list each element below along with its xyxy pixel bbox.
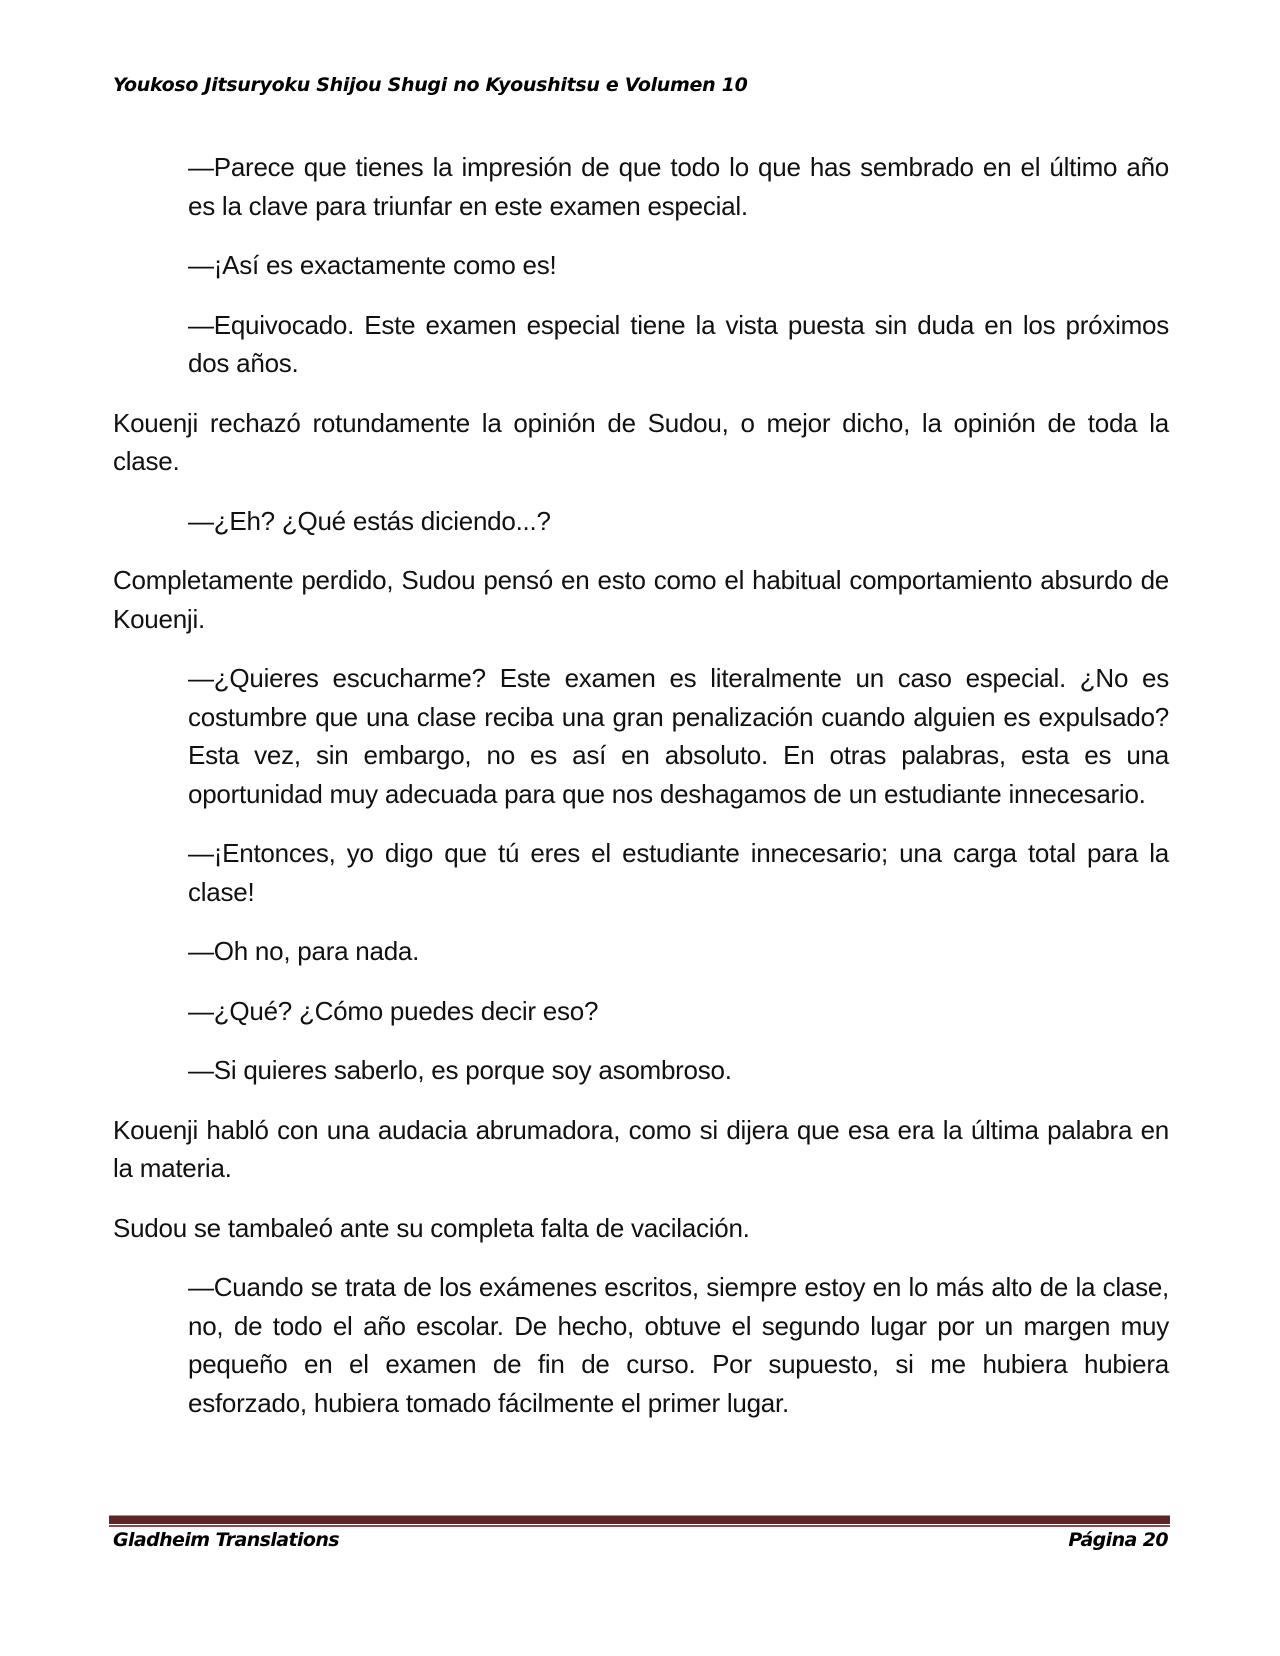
dialogue-paragraph (113, 834, 1169, 911)
dialogue-paragraph (113, 306, 1169, 383)
dialogue-paragraph (113, 659, 1169, 813)
paragraph-text: Sudou se tambaleó ante su completa falta de vacilación. (113, 1212, 750, 1243)
paragraph-text: —Oh no, para nada. (188, 936, 420, 966)
narration-paragraph (113, 404, 1169, 481)
dialogue-paragraph (113, 1051, 1169, 1090)
paragraph-text: Kouenji habló con una audacia abrumadora, como si dijera que esa era la última palabra en la materia. (113, 1114, 1169, 1183)
paragraph-text: —¿Qué? ¿Cómo puedes decir eso? (188, 995, 599, 1026)
paragraph-text: —Si quieres saberlo, es porque soy asombroso. (188, 1055, 732, 1085)
dialogue-paragraph (113, 992, 1169, 1031)
dialogue-paragraph (113, 502, 1169, 541)
paragraph-text: —Cuando se trata de los exámenes escritos, siempre estoy en lo más alto de la clase, no, de todo el año escolar. De hecho, obtuve el segundo lugar por un margen muy pequeño en el examen de fin de curso. Por supuesto, si me hubiera hubiera esforzado, hubiera tomado fácilmente el primer lugar. (188, 1272, 1169, 1418)
footer-page-number: Página 20 (1068, 1529, 1168, 1551)
dialogue-paragraph (113, 148, 1169, 225)
footer-translator-credit: Gladheim Translations (113, 1529, 339, 1551)
paragraph-text: —¿Eh? ¿Qué estás diciendo...? (188, 505, 551, 536)
paragraph-text: —¡Entonces, yo digo que tú eres el estudiante innecesario; una carga total para la clase! (188, 838, 1169, 907)
dialogue-paragraph (113, 246, 1169, 285)
paragraph-text: Kouenji rechazó rotundamente la opinión de Sudou, o mejor dicho, la opinión de toda la clase. (113, 407, 1169, 476)
narration-paragraph (113, 1209, 1169, 1248)
dialogue-paragraph (113, 1268, 1169, 1422)
footer-divider (109, 1515, 1170, 1524)
paragraph-text: —Equivocado. Este examen especial tiene la vista puesta sin duda en los próximos dos años. (188, 309, 1169, 378)
paragraph-text: Completamente perdido, Sudou pensó en esto como el habitual comportamiento absurdo de Kouenji. (113, 565, 1169, 634)
narration-paragraph (113, 561, 1169, 638)
paragraph-text: —Parece que tienes la impresión de que todo lo que has sembrado en el último año es la clave para triunfar en este examen especial. (188, 152, 1169, 221)
narration-paragraph (113, 1111, 1169, 1188)
running-header-title: Youkoso Jitsuryoku Shijou Shugi no Kyoushitsu e Volumen 10 (113, 74, 748, 96)
paragraph-text: —¿Quieres escucharme? Este examen es literalmente un caso especial. ¿No es costumbre que una clase reciba una gran penalización cuando alguien es expulsado? Esta vez, sin embargo, no es así en absoluto. En otras palabras, esta es una oportunidad muy adecuada para que nos deshagamos de un estudiante innecesario. (188, 663, 1169, 809)
paragraph-text: —¡Así es exactamente como es! (188, 250, 557, 280)
page-body (113, 148, 1169, 1422)
footer-divider-thin (109, 1525, 1170, 1527)
dialogue-paragraph (113, 932, 1169, 971)
